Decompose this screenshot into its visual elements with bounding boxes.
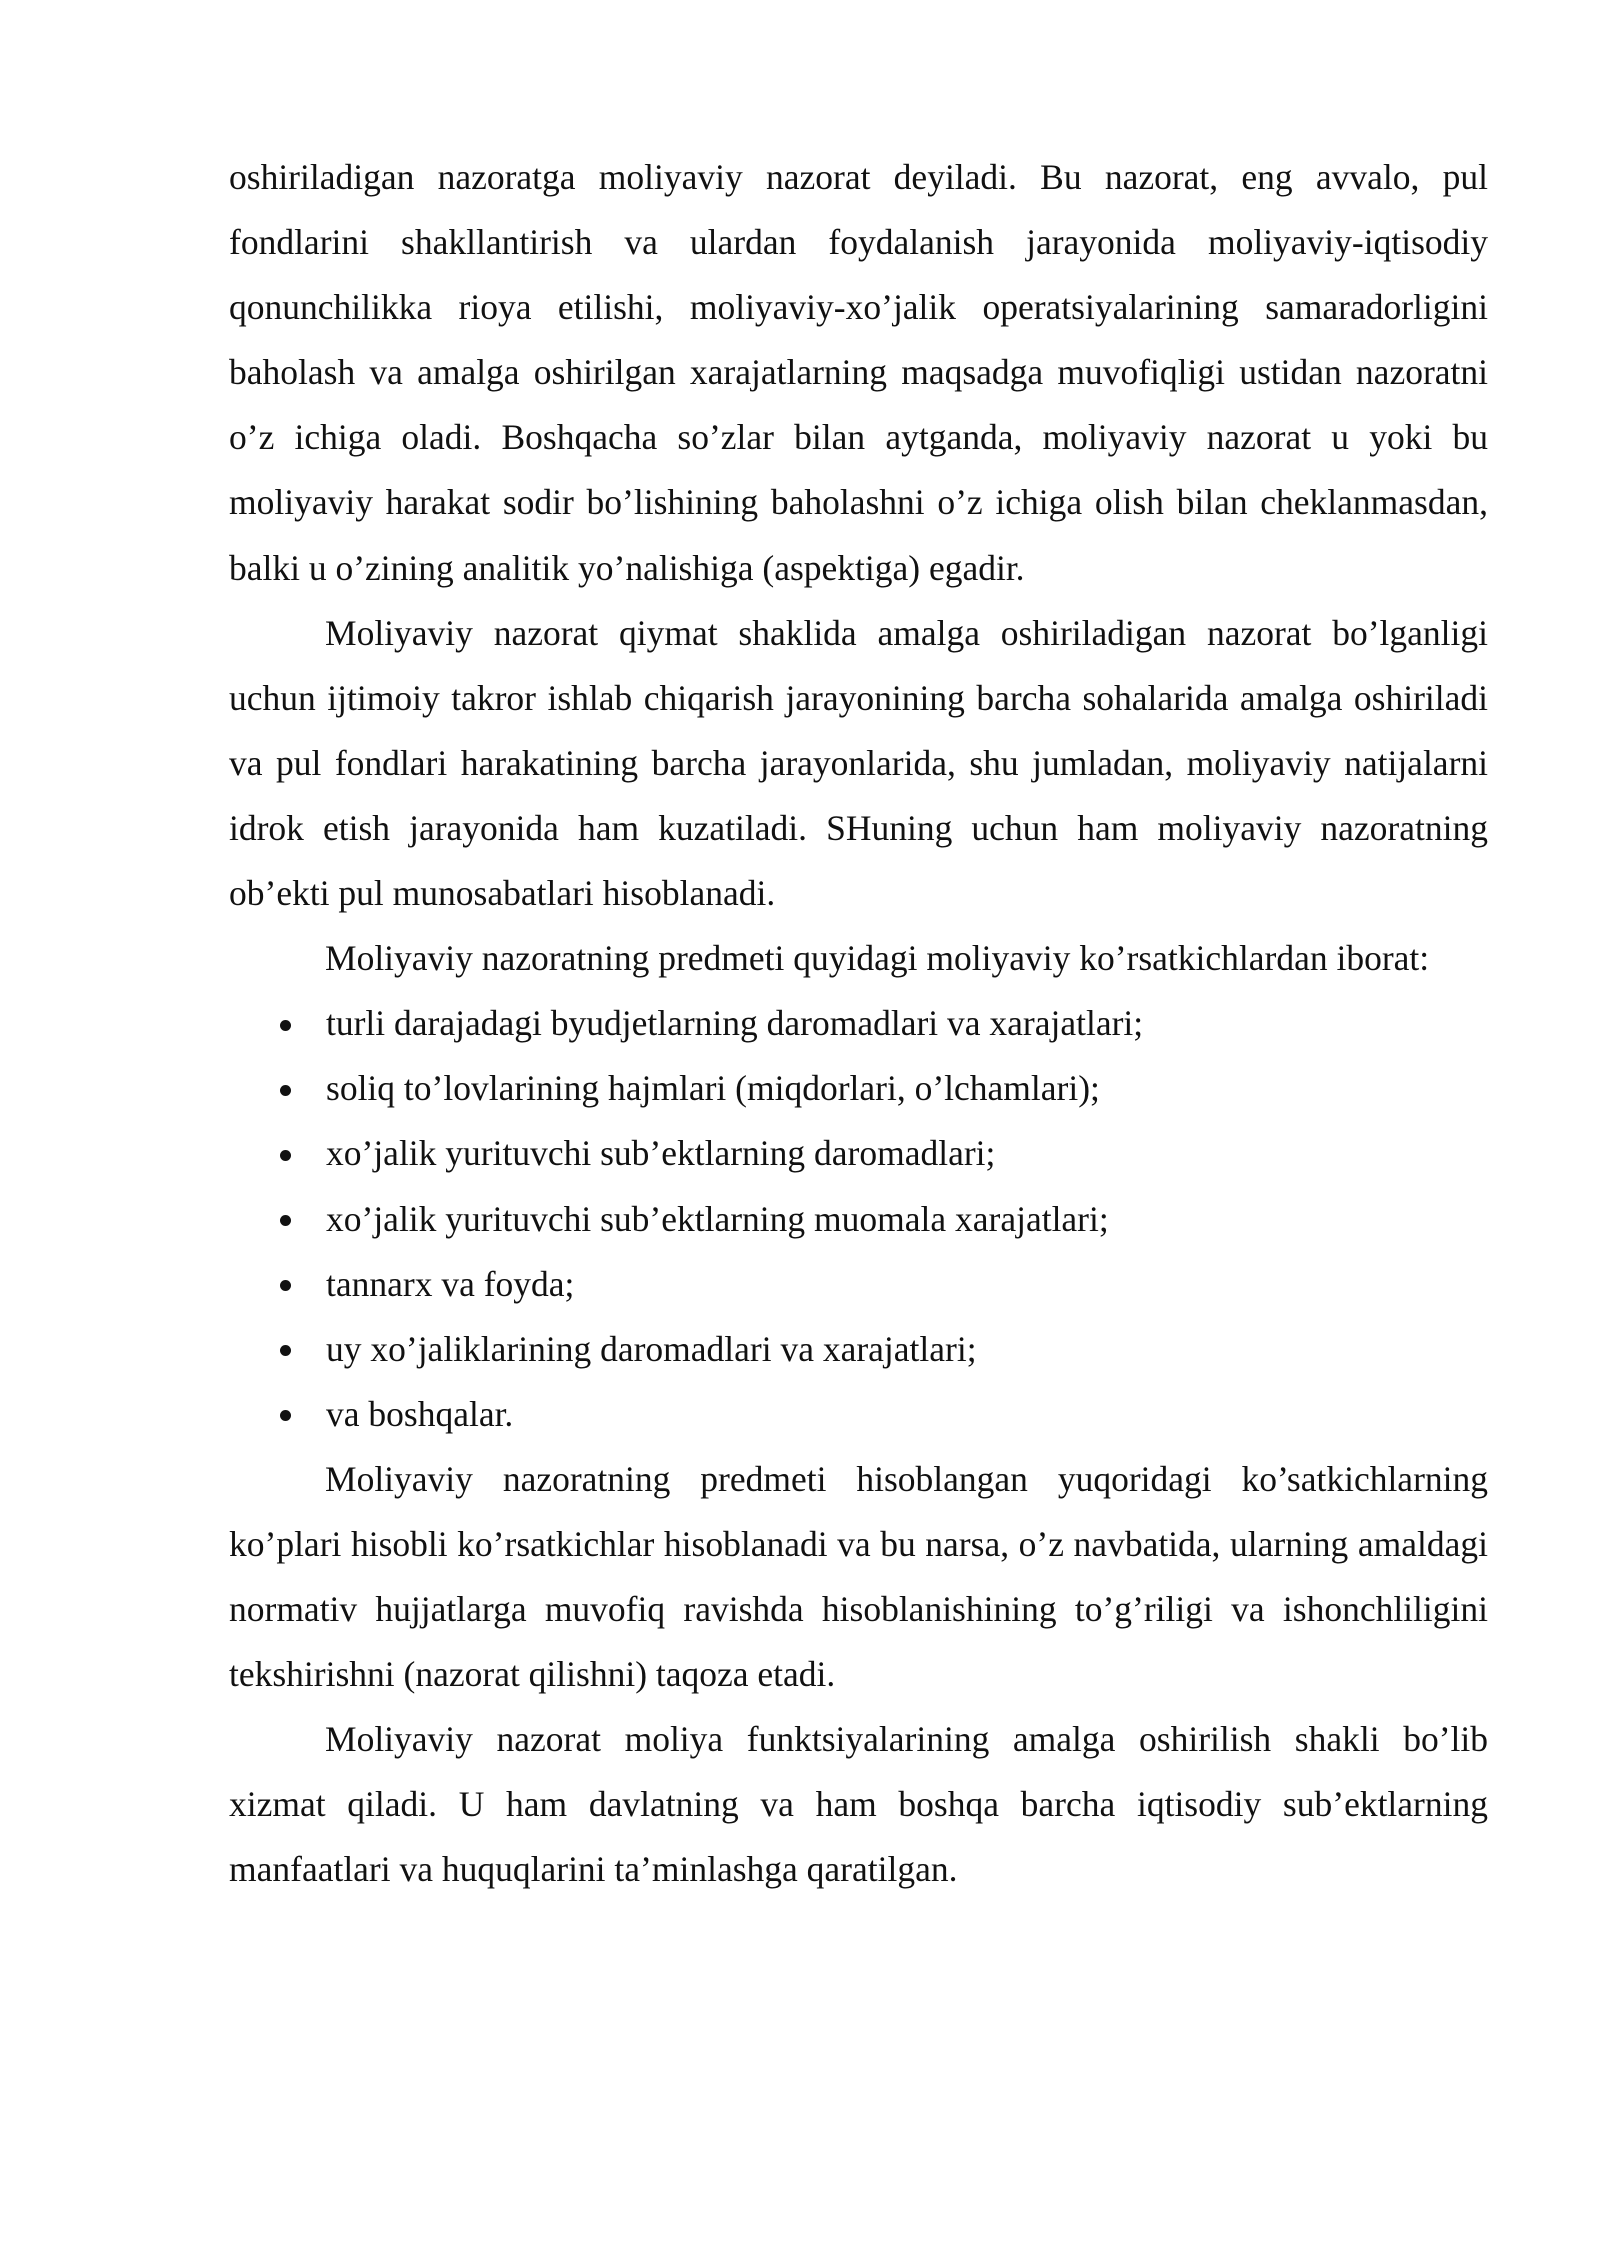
bullet-icon [275, 1121, 295, 1186]
bullet-icon [275, 1317, 295, 1382]
list-item-text: soliq to’lovlarining hajmlari (miqdorlari, o’lchamlari); [326, 1068, 1100, 1109]
list-item-text: uy xo’jaliklarining daromadlari va xarajatlari; [326, 1328, 977, 1369]
paragraph-subject-intro: Moliyaviy nazoratning predmeti quyidagi moliyaviy ko’rsatkichlardan iborat: [325, 938, 1430, 979]
list-item [229, 1252, 1488, 1317]
list-item-text: xo’jalik yurituvchi sub’ektlarning daromadlari; [326, 1133, 996, 1174]
bullet-icon [275, 991, 295, 1056]
list-item [229, 1187, 1488, 1252]
list-item [229, 1121, 1488, 1186]
list-item [229, 1317, 1488, 1382]
bullet-icon [275, 1252, 295, 1317]
paragraph-form-of-finance-functions: Moliyaviy nazorat moliya funktsiyalarining amalga oshirilish shakli bo’lib xizmat qiladi. U ham davlatning va ham boshqa barcha iqtisodiy sub’ektlarning manfaatlari va huquqlarini ta’minlashga qaratilgan. [229, 1719, 1488, 1890]
indicator-list [229, 991, 1488, 1447]
list-item-text: turli darajadagi byudjetlarning daromadlari va xarajatlari; [326, 1003, 1144, 1044]
list-item [229, 1382, 1488, 1447]
list-item-text: va boshqalar. [326, 1393, 514, 1434]
paragraph-object-of-control: Moliyaviy nazorat qiymat shaklida amalga oshiriladigan nazorat bo’lganligi uchun ijtimoiy takror ishlab chiqarish jarayonining barcha sohalarida amalga oshiriladi va pul fondlari harakatining barcha jarayonlarida, shu jumladan, moliyaviy natijalarni idrok etish jarayonida ham kuzatiladi. SHuning uchun ham moliyaviy nazoratning ob’ekti pul munosabatlari hisoblanadi. [229, 612, 1488, 914]
list-item-text: xo’jalik yurituvchi sub’ektlarning muomala xarajatlari; [326, 1198, 1109, 1239]
document-body [229, 145, 1488, 1903]
bullet-icon [275, 1187, 295, 1252]
list-item [229, 1056, 1488, 1121]
list-item-text: tannarx va foyda; [326, 1263, 575, 1304]
paragraph-calculated-indicators: Moliyaviy nazoratning predmeti hisoblangan yuqoridagi ko’satkichlarning ko’plari hisobli ko’rsatkichlar hisoblanadi va bu narsa, o’z navbatida, ularning amaldagi normativ hujjatlarga muvofiq ravishda hisoblanishining to’g’riligi va ishonchliligini tekshirishni (nazorat qilishni) taqoza etadi. [229, 1458, 1488, 1695]
paragraph-financial-control-definition: oshiriladigan nazoratga moliyaviy nazorat deyiladi. Bu nazorat, eng avvalo, pul fondlarini shakllantirish va ulardan foydalanish jarayonida moliyaviy-iqtisodiy qonunchilikka rioya etilishi, moliyaviy-xo’jalik operatsiyalarining samaradorligini baholash va amalga oshirilgan xarajatlarning maqsadga muvofiqligi ustidan nazoratni o’z ichiga oladi. Boshqacha so’zlar bilan aytganda, moliyaviy nazorat u yoki bu moliyaviy harakat sodir bo’lishining baholashni o’z ichiga olish bilan cheklanmasdan, balki u o’zining analitik yo’nalishiga (aspektiga) egadir. [229, 157, 1488, 588]
list-item [229, 991, 1488, 1056]
bullet-icon [275, 1382, 295, 1447]
bullet-icon [275, 1056, 295, 1121]
